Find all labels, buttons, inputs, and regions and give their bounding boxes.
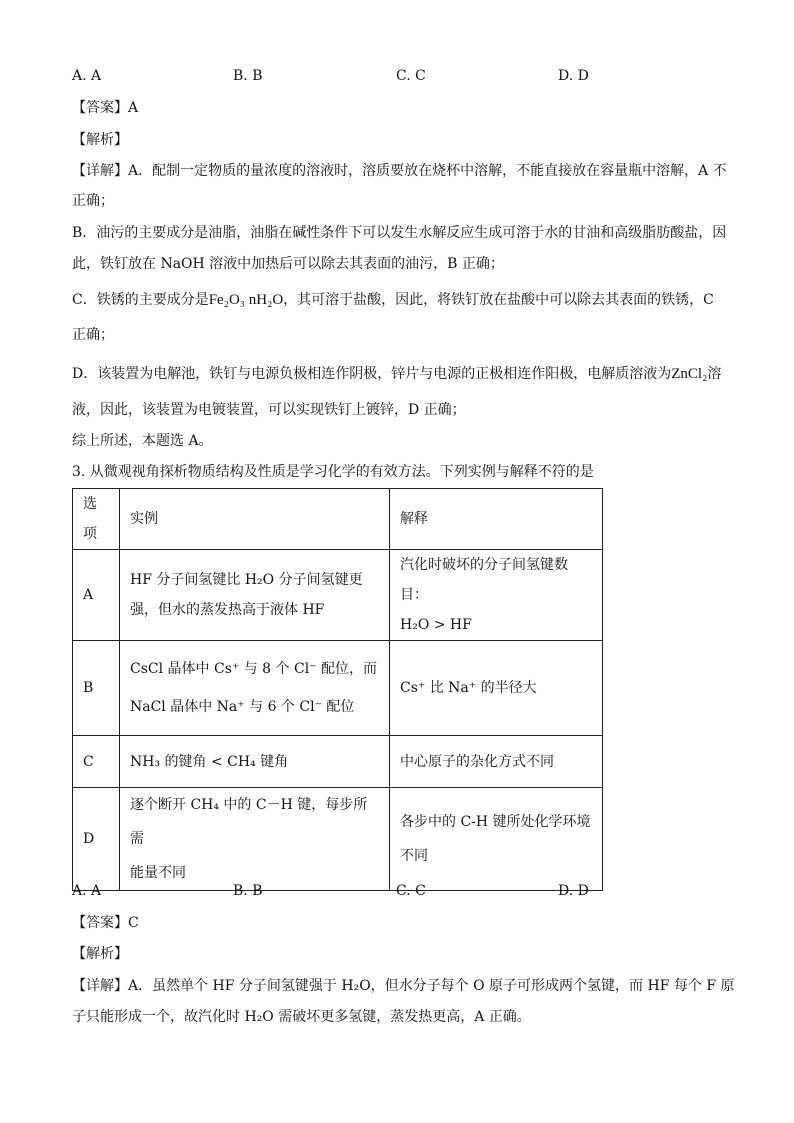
q3-header-example: 实例 — [120, 489, 390, 550]
q3-header-option: 选项 — [73, 489, 120, 550]
q3-row-a-explain-line1: 汽化时破坏的分子间氢键数目： — [400, 557, 568, 603]
q2-option-d: D. D — [558, 68, 589, 84]
q3-option-c: C. C — [396, 883, 426, 899]
q3-row-d-example — [120, 788, 390, 891]
q2-detail-d-line2: 液，因此，该装置为电镀装置，可以实现铁钉上镀锌，D 正确； — [72, 402, 466, 418]
q3-analysis-label: 【解析】 — [72, 946, 128, 962]
q3-answer: 【答案】C — [72, 915, 139, 931]
q3-row-d-example-line2: 能量不同 — [130, 865, 186, 881]
q3-row-d-example-line1: 逐个断开 CH₄ 中的 C－H 键，每步所需 — [130, 797, 368, 847]
q3-row-a-example-line1: HF 分子间氢键比 H₂O 分子间氢键更 — [130, 572, 363, 588]
q3-option-d: D. D — [558, 883, 589, 899]
q3-row-a-option: A — [73, 550, 120, 641]
q2-summary: 综上所述，本题选 A。 — [72, 433, 213, 449]
q2-detail-c-line1 — [72, 290, 714, 310]
q3-detail-a-line2: 子只能形成一个，故汽化时 H₂O 需破坏更多氢键，蒸发热更高，A 正确。 — [72, 1009, 531, 1025]
q3-row-d-explain — [390, 788, 603, 891]
q2-detail-a-line2: 正确； — [72, 193, 114, 209]
q3-row-c-explain-line1: 中心原子的杂化方式不同 — [400, 753, 554, 770]
q3-row-a-explain-line2: H₂O > HF — [400, 617, 472, 633]
q2-detail-b-line2: 此，铁钉放在 NaOH 溶液中加热后可以除去其表面的油污，B 正确； — [72, 256, 504, 272]
q2-answer: 【答案】A — [72, 100, 139, 116]
q3-row-b-example — [120, 641, 390, 736]
q3-option-b: B. B — [233, 883, 263, 899]
q3-row-a-example — [120, 550, 390, 641]
q3-stem: 3. 从微观视角探析物质结构及性质是学习化学的有效方法。下列实例与解释不符的是 — [72, 464, 594, 480]
q3-table — [72, 488, 603, 891]
q3-option-a: A. A — [72, 883, 102, 899]
q3-row-b-option: B — [73, 641, 120, 736]
q3-row-c-option: C — [73, 736, 120, 788]
q2-detail-c-pre: C．铁锈的主要成分是 — [72, 292, 209, 308]
q3-detail-a-line1: 【详解】A．虽然单个 HF 分子间氢键强于 H₂O，但水分子每个 O 原子可形成两个氢键，而 HF 每个 F 原 — [72, 978, 735, 994]
q3-row-b-explain-line1: Cs⁺ 比 Na⁺ 的半径大 — [400, 680, 537, 696]
table-row — [73, 736, 603, 788]
q3-table-header-row — [73, 489, 603, 550]
q2-option-c: C. C — [396, 68, 426, 84]
q2-detail-a-line1: 【详解】A．配制一定物质的量浓度的溶液时，溶质要放在烧杯中溶解，不能直接放在容量瓶中溶解，A 不 — [72, 163, 727, 179]
q3-header-explain: 解释 — [390, 489, 603, 550]
q2-detail-c-formula: Fe₂O₃ nH₂O — [208, 292, 284, 308]
q3-row-c-explain — [390, 736, 603, 788]
q2-detail-d-formula: ZnCl₂ — [671, 366, 708, 382]
q2-option-a: A. A — [72, 68, 102, 84]
q3-row-a-example-line2: 强，但水的蒸发热高于液体 HF — [130, 602, 325, 618]
q3-row-a-explain — [390, 550, 603, 641]
q3-row-b-example-line2: NaCl 晶体中 Na⁺ 与 6 个 Cl⁻ 配位 — [130, 699, 355, 715]
table-row — [73, 641, 603, 736]
q3-row-d-option: D — [73, 788, 120, 891]
q2-detail-d-pre: D．该装置为电解池，铁钉与电源负极相连作阴极，锌片与电源的正极相连作阳极，电解质溶液为 — [72, 366, 672, 382]
q3-row-d-explain-line2: 不同 — [400, 848, 428, 864]
q2-detail-d-line1 — [72, 364, 721, 384]
table-row — [73, 788, 603, 891]
q2-option-b: B. B — [233, 68, 263, 84]
q2-analysis-label: 【解析】 — [72, 132, 128, 148]
q2-detail-d-post: 溶 — [707, 366, 722, 382]
table-row — [73, 550, 603, 641]
q3-row-c-example — [120, 736, 390, 788]
q3-row-c-example-line1: NH₃ 的键角 < CH₄ 键角 — [130, 753, 289, 770]
q3-row-d-explain-line1: 各步中的 C-H 键所处化学环境 — [400, 814, 591, 830]
q3-row-b-example-line1: CsCl 晶体中 Cs⁺ 与 8 个 Cl⁻ 配位，而 — [130, 661, 378, 677]
q2-detail-c-line2: 正确； — [72, 327, 114, 343]
q2-detail-b-line1: B．油污的主要成分是油脂，油脂在碱性条件下可以发生水解反应生成可溶于水的甘油和高级脂肪酸盐，因 — [72, 225, 727, 241]
q3-row-b-explain — [390, 641, 603, 736]
q2-detail-c-post: ，其可溶于盐酸，因此，将铁钉放在盐酸中可以除去其表面的铁锈，C — [283, 292, 714, 308]
